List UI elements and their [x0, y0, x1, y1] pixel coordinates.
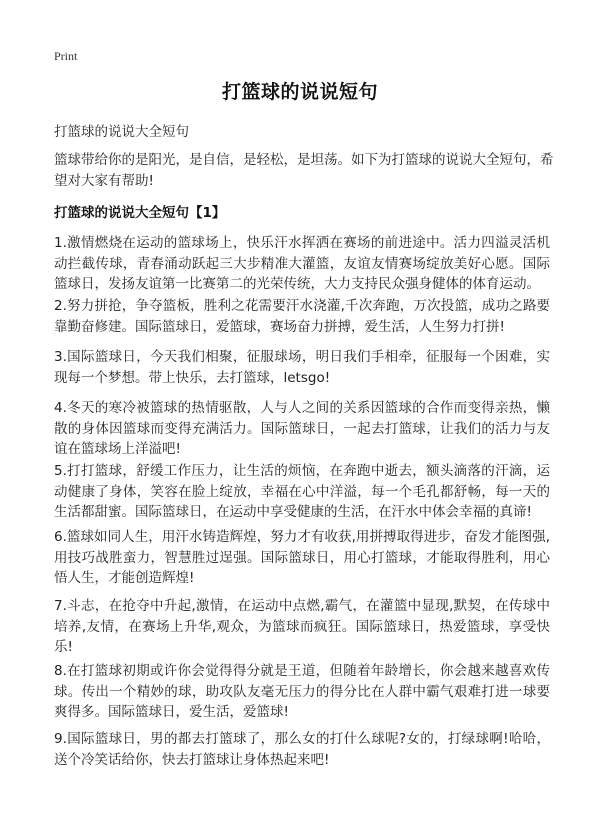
subtitle: 打篮球的说说大全短句 — [54, 124, 189, 140]
list-item: 1.激情燃烧在运动的篮球场上，快乐汗水挥洒在赛场的前进途中。活力四溢灵活机动拦截传球，青春涌动跃起三大步精准大灌篮，友谊友情赛场绽放美好心愿。国际篮球日，发扬友谊第一比赛第二的光荣传统，大力支持民众强身健体的体育运动。 — [54, 235, 550, 292]
list-item: 3.国际篮球日，今天我们相聚，征服球场，明日我们手相牵，征服每一个困难，实现每一个梦想。带上快乐，去打篮球，letsgo! — [54, 349, 550, 386]
list-item: 7.斗志，在抢夺中升起,激情，在运动中点燃,霸气，在灌篮中显现,默契，在传球中培养,友情，在赛场上升华,观众，为篮球而疯狂。国际篮球日，热爱篮球，享受快乐! — [54, 598, 550, 655]
list-item: 6.篮球如同人生，用汗水铸造辉煌，努力才有收获,用拼搏取得进步，奋发才能图强,用技巧战胜蛮力，智慧胜过逞强。国际篮球日，用心打篮球，才能取得胜利，用心悟人生，才能创造辉煌! — [54, 529, 550, 586]
list-item: 5.打打篮球，舒缓工作压力，让生活的烦恼，在奔跑中逝去，额头滴落的汗滴，运动健康了身体，笑容在脸上绽放，幸福在心中洋溢，每一个毛孔都舒畅，每一天的生活都甜蜜。国际篮球日，在运动中享受健康的生活，在汗水中体会幸福的真谛! — [54, 463, 550, 520]
intro-paragraph: 篮球带给你的是阳光，是自信，是轻松，是坦荡。如下为打篮球的说说大全短句，希望对大家有帮助! — [54, 152, 554, 189]
list-item: 8.在打篮球初期或许你会觉得得分就是王道，但随着年龄增长，你会越来越喜欢传球。传出一个精妙的球，助攻队友毫无压力的得分比在人群中霸气艰难打进一球要爽得多。国际篮球日，爱生活，爱篮球! — [54, 663, 550, 720]
section-heading: 打篮球的说说大全短句【1】 — [54, 205, 226, 221]
print-label[interactable]: Print — [54, 49, 78, 63]
list-item: 2.努力拼抢，争夺篮板，胜利之花需要汗水浇灌,千次奔跑，万次投篮，成功之路要靠勤奋修建。国际篮球日，爱篮球，赛场奋力拼搏，爱生活，人生努力打拼! — [54, 298, 550, 335]
list-item: 9.国际篮球日，男的都去打篮球了，那么女的打什么球呢?女的，打绿球啊!哈哈，送个冷笑话给你，快去打篮球让身体热起来吧! — [54, 731, 550, 768]
page-title: 打篮球的说说短句 — [221, 81, 378, 103]
list-item: 4.冬天的寒冷被篮球的热情驱散，人与人之间的关系因篮球的合作而变得亲热，懒散的身体因篮球而变得充满活力。国际篮球日，一起去打篮球，让我们的活力与友谊在篮球场上洋溢吧! — [54, 400, 550, 457]
